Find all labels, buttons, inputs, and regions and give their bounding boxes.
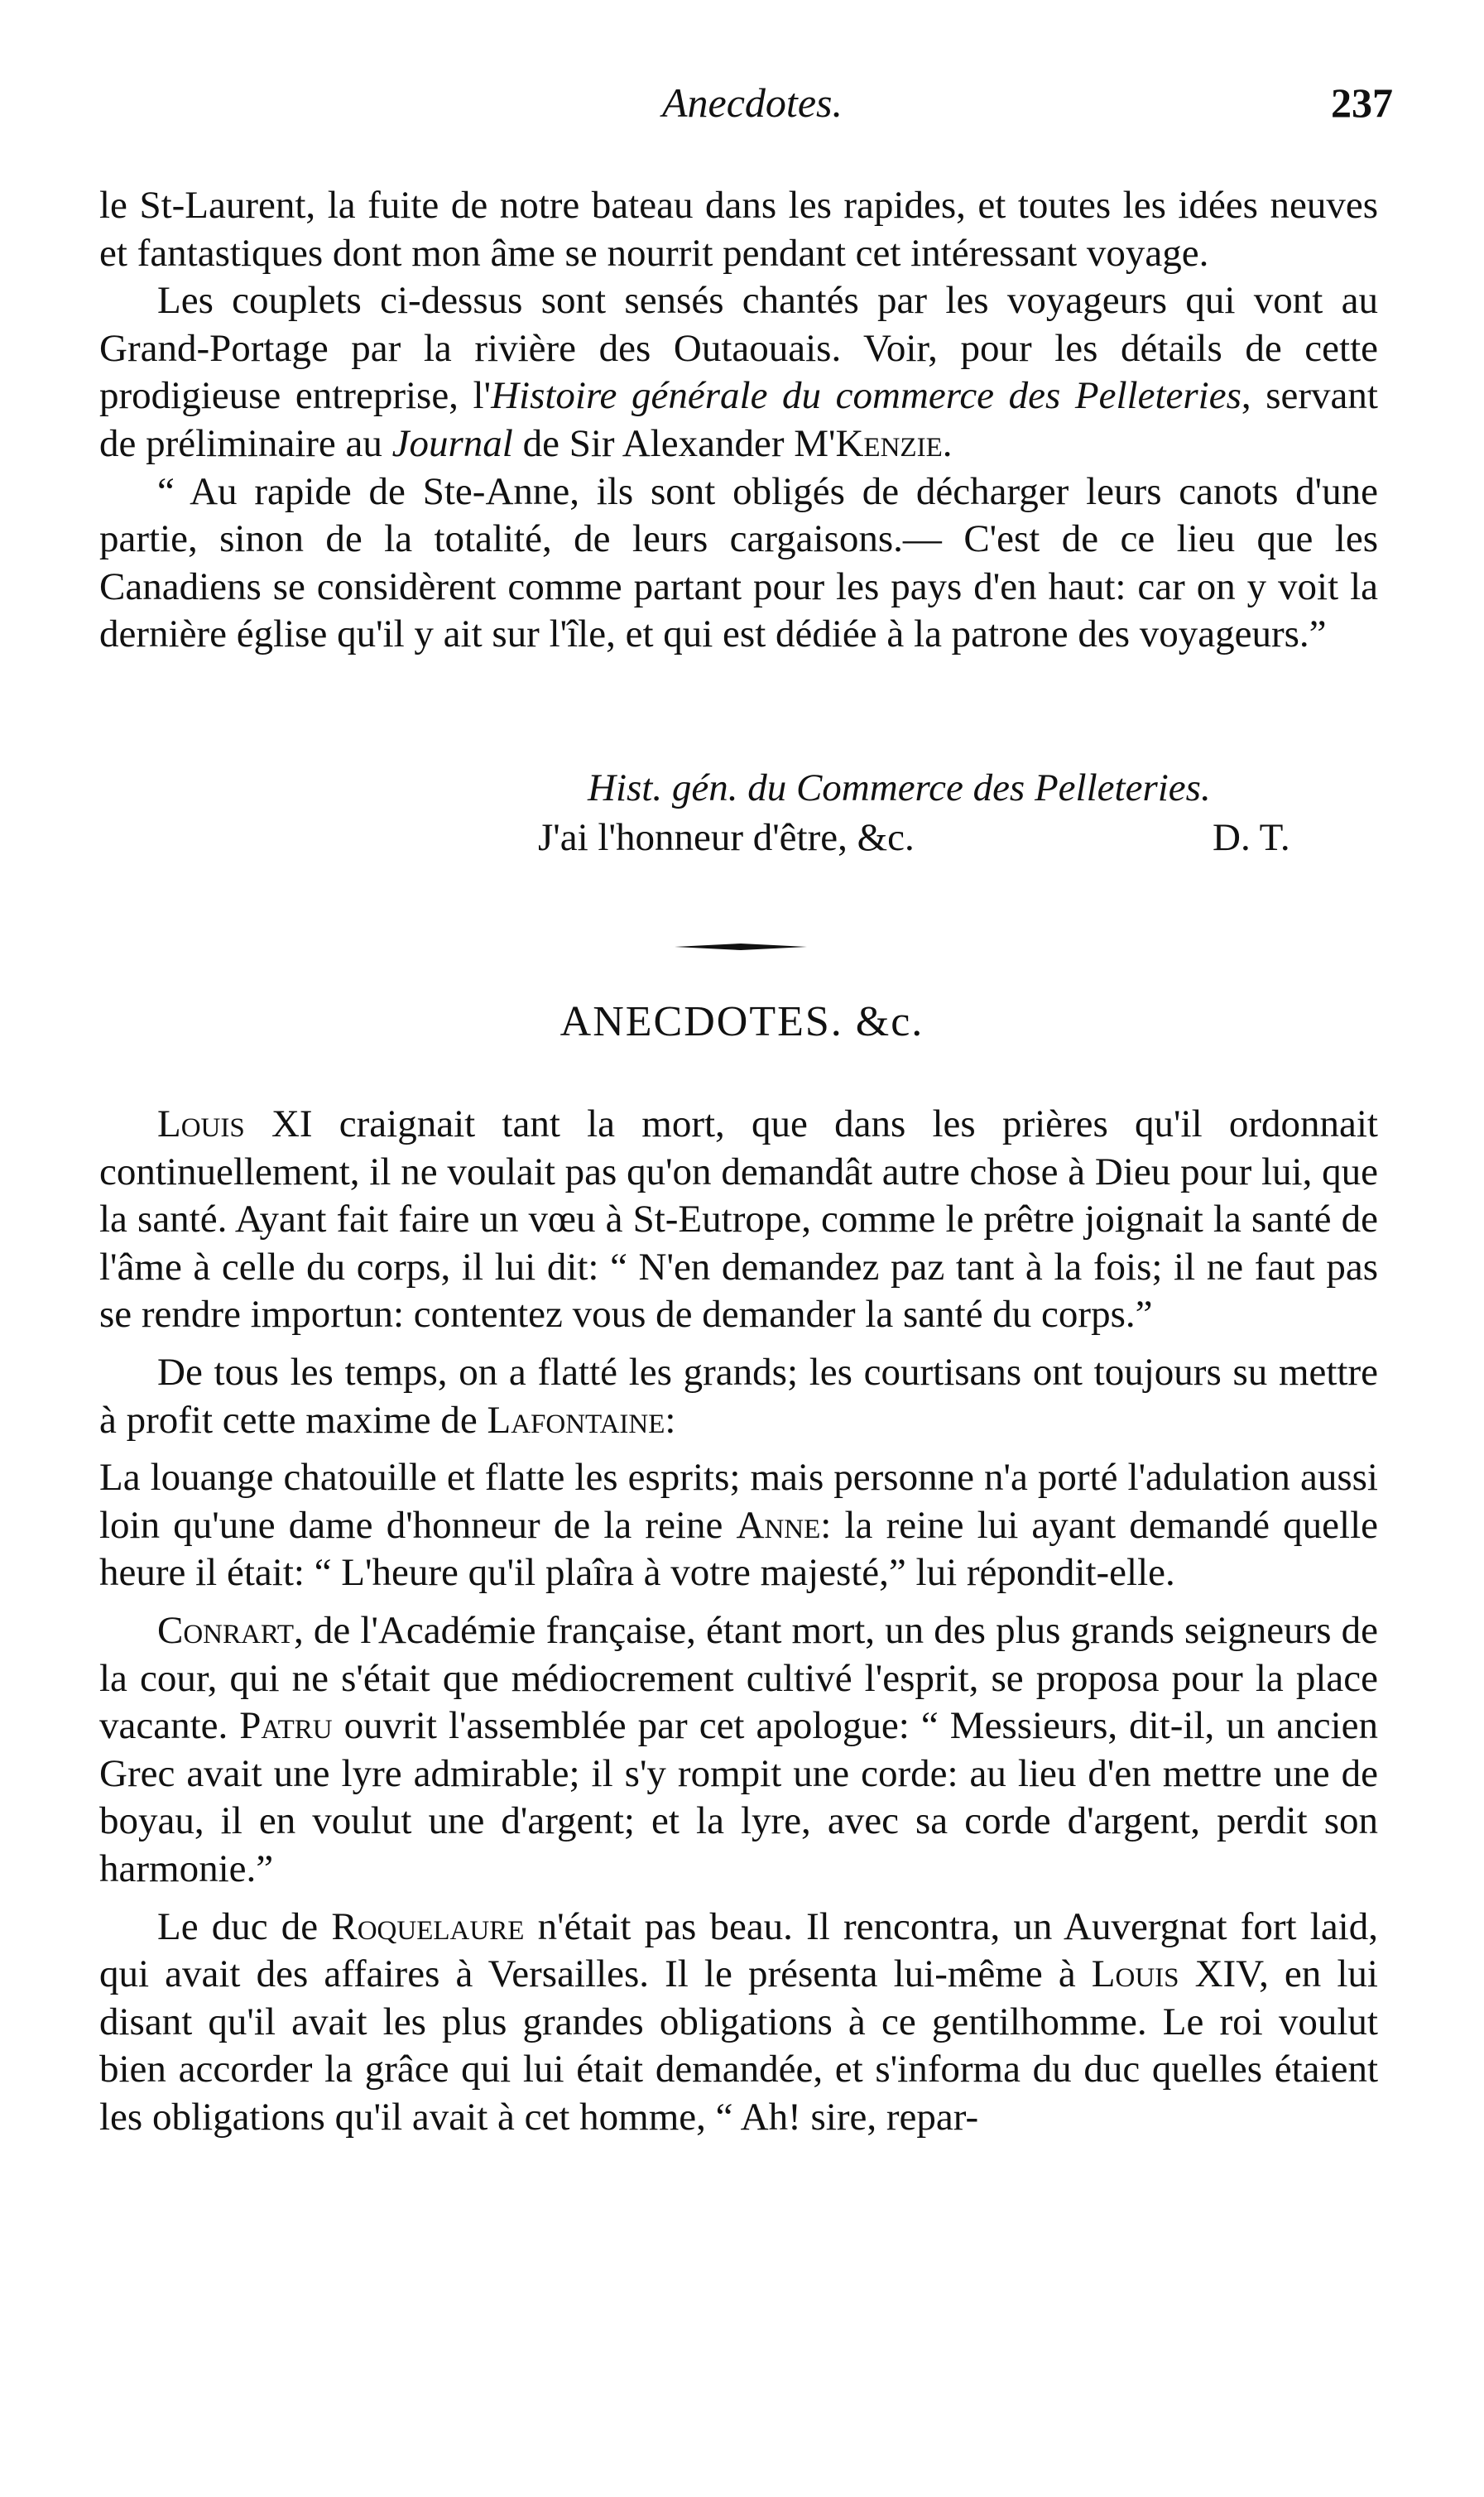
page-number: 237 <box>1331 79 1393 126</box>
anecdote-2-end: : <box>665 1398 676 1442</box>
letter-closing: J'ai l'honneur d'être, &c. <box>538 816 915 859</box>
intro-paragraph-2 <box>99 277 1378 468</box>
citation-source: Hist. gén. du Commerce des Pelleteries. <box>588 766 1211 809</box>
anecdote-4-name: Roquelaure <box>331 1904 525 1948</box>
page-header <box>0 79 1484 137</box>
intro-paragraph-1: le St-Laurent, la fuite de notre bateau dans les rapides, et toutes les idées neuves et fantastiques dont mon âme se nourrit pendant cet intéressant voyage. <box>99 184 1378 275</box>
anecdote-2-quote <box>99 1454 1378 1597</box>
intro-p2-part-b: , servant de préliminaire au <box>99 374 1378 465</box>
section-title: ANECDOTES. &c. <box>560 998 924 1045</box>
anecdote-2-name-2: Anne <box>736 1503 821 1547</box>
anecdote-3-text-2: ouvrit l'assemblée par cet apologue: “ Messieurs, dit-il, un ancien Grec avait une lyre admirable; il s'y rompit une corde: au lieu d'en mettre une de boyau, il en voulut une d'argent; et la lyre, avec sa corde d'argent, perdit son harmonie.” <box>99 1704 1378 1890</box>
anecdote-4-text-3: XIV, en lui disant qu'il avait les plus grandes obligations à ce gentilhomme. Le roi voulut bien accorder la grâce qui lui était demandée, et s'informa du duc quelles étaient les obligations qu'il avait à cet homme, “ Ah! sire, repar- <box>99 1952 1378 2139</box>
anecdote-1 <box>99 1101 1378 1339</box>
anecdote-2-quote-a: La louange chatouille et flatte les esprits; mais personne n'a porté l'adulation aussi loin qu'une dame d'honneur de la reine <box>99 1456 1378 1547</box>
anecdote-3-name: Conrart <box>157 1608 295 1652</box>
intro-paragraph-3: “ Au rapide de Ste-Anne, ils sont obligés de décharger leurs canots d'une partie, sinon de la totalité, de leurs cargaisons.— C'est de ce lieu que les Canadiens se considèrent comme partant pour les pays d'en haut: car on y voit la dernière église qu'il y ait sur l'île, et qui est dédiée à la patrone des voyageurs.” <box>99 469 1378 656</box>
intro-p2-part-d: . <box>942 421 953 465</box>
anecdote-4-text-2: n'était pas beau. Il rencontra, un Auvergnat fort laid, qui avait des affaires à Versailles. Il le présenta lui-même à <box>99 1904 1378 1996</box>
anecdote-2-quote-b: : la reine lui ayant demandé quelle heure il était: “ L'heure qu'il plaîra à votre majesté,” lui répondit-elle. <box>99 1503 1378 1595</box>
anecdote-2-text: De tous les temps, on a flatté les grands; les courtisans ont toujours su mettre à profit cette maxime de <box>99 1350 1378 1442</box>
anecdote-1-text: XI craignait tant la mort, que dans les prières qu'il ordonnait continuellement, il ne voulait pas qu'on demandât autre chose à Dieu pour lui, que la santé. Ayant fait faire un vœu à St-Eutrope, comme le prêtre joignait la santé de l'âme à celle du corps, il lui dit: “ N'en demandez paz tant à la fois; il ne faut pas se rendre importun: contentez vous de demander la santé du corps.” <box>99 1102 1378 1337</box>
intro-text <box>99 182 1378 659</box>
intro-p2-italic-1: Histoire générale du commerce des Pelleteries <box>491 374 1241 418</box>
anecdote-1-name: Louis <box>157 1102 245 1145</box>
anecdote-2 <box>99 1349 1378 1444</box>
intro-p2-italic-2: Journal <box>391 421 513 465</box>
ornamental-divider <box>675 944 807 950</box>
anecdote-4 <box>99 1904 1378 2142</box>
anecdote-4-name-2: Louis <box>1091 1952 1179 1996</box>
anecdote-3-text: , de l'Académie française, étant mort, un des plus grands seigneurs de la cour, qui ne s'était que médiocrement cultivé l'esprit, se proposa pour la place vacante. <box>99 1608 1378 1748</box>
intro-p2-part-a: Les couplets ci-dessus sont sensés chantés par les voyageurs qui vont au Grand-Portage par la rivière des Outaouais. Voir, pour les détails de cette prodigieuse entreprise, l' <box>99 279 1378 418</box>
intro-p2-part-c: de Sir Alexander M' <box>512 421 836 465</box>
anecdotes-text <box>99 1101 1378 2151</box>
anecdote-3-name-2: Patru <box>239 1704 333 1748</box>
anecdote-2-name: Lafontaine <box>487 1398 665 1442</box>
anecdote-3 <box>99 1607 1378 1894</box>
running-title: Anecdotes. <box>662 79 843 126</box>
intro-p2-name: Kenzie <box>835 421 943 465</box>
anecdote-4-text: Le duc de <box>157 1904 332 1948</box>
signature-initials: D. T. <box>1213 816 1290 859</box>
